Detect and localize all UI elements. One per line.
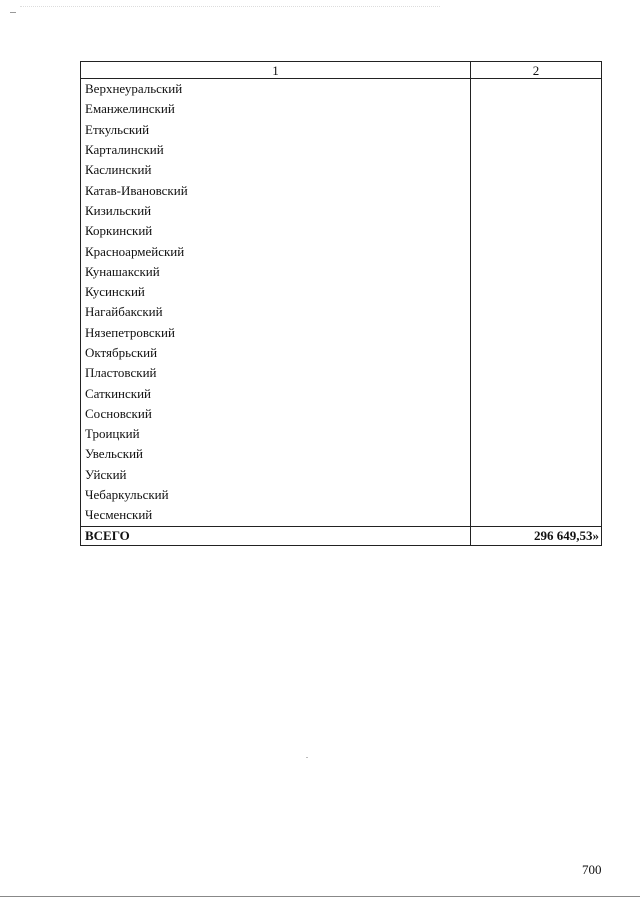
district-name: Пластовский: [81, 363, 471, 383]
district-name: Уйский: [81, 465, 471, 485]
district-value: [471, 201, 602, 221]
district-value: [471, 444, 602, 464]
district-name: Нагайбакский: [81, 302, 471, 322]
district-name: Еткульский: [81, 120, 471, 140]
column-header-2: 2: [471, 62, 602, 79]
table-row: [81, 201, 602, 221]
district-value: [471, 180, 602, 200]
table-row: [81, 241, 602, 261]
district-name: Коркинский: [81, 221, 471, 241]
table-row: [81, 302, 602, 322]
district-value: [471, 302, 602, 322]
district-value: [471, 140, 602, 160]
table-row: [81, 140, 602, 160]
table-row: [81, 383, 602, 403]
district-table: [80, 61, 602, 546]
district-name: Кунашакский: [81, 262, 471, 282]
table-body: [81, 79, 602, 527]
district-name: Кусинский: [81, 282, 471, 302]
page-number: 700: [582, 862, 602, 877]
table-row: [81, 343, 602, 363]
district-name: Саткинский: [81, 383, 471, 403]
table-row: [81, 160, 602, 180]
district-name: Чесменский: [81, 505, 471, 526]
district-name: Карталинский: [81, 140, 471, 160]
district-value: [471, 505, 602, 526]
scan-artifact-mark: [10, 12, 16, 13]
district-value: [471, 363, 602, 383]
table-row: [81, 323, 602, 343]
district-name: Катав-Ивановский: [81, 180, 471, 200]
table-row: [81, 505, 602, 526]
total-label: ВСЕГО: [81, 526, 471, 545]
district-name: Еманжелинский: [81, 99, 471, 119]
district-value: [471, 120, 602, 140]
district-value: [471, 343, 602, 363]
table-row: [81, 262, 602, 282]
district-name: Октябрьский: [81, 343, 471, 363]
district-name: Сосновский: [81, 404, 471, 424]
district-value: [471, 221, 602, 241]
table-header-row: [81, 62, 602, 79]
district-name: Красноармейский: [81, 241, 471, 261]
scan-edge-bottom: [0, 896, 640, 897]
scan-speck: [306, 757, 308, 758]
table-row: [81, 444, 602, 464]
scan-artifact-top: [20, 6, 440, 11]
district-value: [471, 465, 602, 485]
column-header-1: 1: [81, 62, 471, 79]
district-value: [471, 404, 602, 424]
table-total-row: [81, 526, 602, 545]
district-name: Чебаркульский: [81, 485, 471, 505]
district-value: [471, 262, 602, 282]
table-row: [81, 282, 602, 302]
table-row: [81, 363, 602, 383]
table-row: [81, 465, 602, 485]
total-value: 296 649,53»: [471, 526, 602, 545]
district-value: [471, 424, 602, 444]
district-value: [471, 383, 602, 403]
district-name: Увельский: [81, 444, 471, 464]
district-value: [471, 79, 602, 100]
district-value: [471, 323, 602, 343]
district-value: [471, 160, 602, 180]
district-value: [471, 485, 602, 505]
district-name: Верхнеуральский: [81, 79, 471, 100]
table-row: [81, 404, 602, 424]
table-row: [81, 99, 602, 119]
table-row: [81, 485, 602, 505]
table-row: [81, 221, 602, 241]
district-name: Кизильский: [81, 201, 471, 221]
district-name: Троицкий: [81, 424, 471, 444]
table-row: [81, 79, 602, 100]
district-value: [471, 282, 602, 302]
table-row: [81, 424, 602, 444]
table-row: [81, 180, 602, 200]
district-value: [471, 241, 602, 261]
district-name: Нязепетровский: [81, 323, 471, 343]
table-row: [81, 120, 602, 140]
district-name: Каслинский: [81, 160, 471, 180]
district-value: [471, 99, 602, 119]
